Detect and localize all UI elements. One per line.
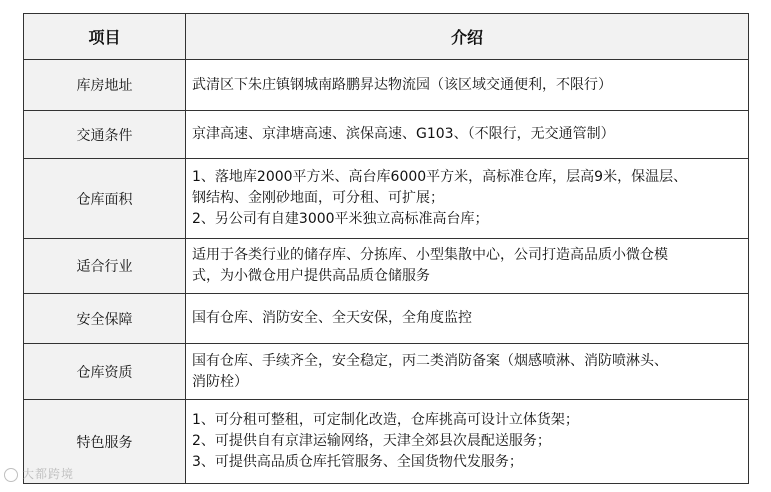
content-line: 1、落地库2000平方米、高台库6000平方米，高标准仓库，层高9米，保温层、 [192, 169, 688, 185]
watermark [4, 465, 74, 482]
row-label: 库房地址 [24, 60, 186, 111]
row-content [186, 239, 749, 294]
row-content [186, 159, 749, 239]
watermark-logo-icon [4, 468, 18, 482]
content-line: 3、可提供高品质仓库托管服务、全国货物代发服务； [192, 454, 523, 470]
content-line: 消防栓） [192, 373, 248, 390]
header-item: 项目 [24, 14, 186, 60]
watermark-text: 大都跨境 [22, 467, 75, 481]
table-row [24, 294, 749, 344]
row-label: 仓库面积 [24, 159, 186, 239]
row-content [186, 111, 749, 159]
table-row [24, 111, 749, 159]
header-intro: 介绍 [186, 14, 749, 60]
table-row [24, 239, 749, 294]
row-label: 仓库资质 [24, 344, 186, 400]
row-content [186, 60, 749, 111]
table-row [24, 344, 749, 400]
row-label: 特色服务 [24, 400, 186, 484]
content-line: 适用于各类行业的储存库、分拣库、小型集散中心，公司打造高品质小微仓模 [192, 247, 668, 263]
content-line: 武清区下朱庄镇钢城南路鹏昇达物流园（该区域交通便利，不限行） [192, 76, 612, 93]
content-line: 国有仓库、手续齐全，安全稳定，丙二类消防备案（烟感喷淋、消防喷淋头、 [192, 352, 668, 369]
table-row [24, 400, 749, 484]
row-label: 安全保障 [24, 294, 186, 344]
row-content [186, 344, 749, 400]
row-label: 适合行业 [24, 239, 186, 294]
row-content [186, 400, 749, 484]
content-line: 钢结构、金刚砂地面，可分租、可扩展； [192, 190, 444, 206]
warehouse-info-table [23, 13, 749, 484]
content-line: 京津高速、京津塘高速、滨保高速、G103、（不限行，无交通管制） [192, 126, 615, 142]
row-label: 交通条件 [24, 111, 186, 159]
table-header-row [24, 14, 749, 60]
table-row [24, 159, 749, 239]
table-row [24, 60, 749, 111]
content-line: 国有仓库、消防安全、全天安保，全角度监控 [192, 310, 472, 326]
row-content [186, 294, 749, 344]
content-line: 式，为小微仓用户提供高品质仓储服务 [192, 268, 430, 284]
content-line: 2、可提供自有京津运输网络，天津全郊县次晨配送服务； [192, 433, 551, 449]
content-line: 2、另公司有自建3000平米独立高标准高台库； [192, 211, 489, 227]
content-line: 1、可分租可整租，可定制化改造，仓库挑高可设计立体货架； [192, 412, 579, 428]
